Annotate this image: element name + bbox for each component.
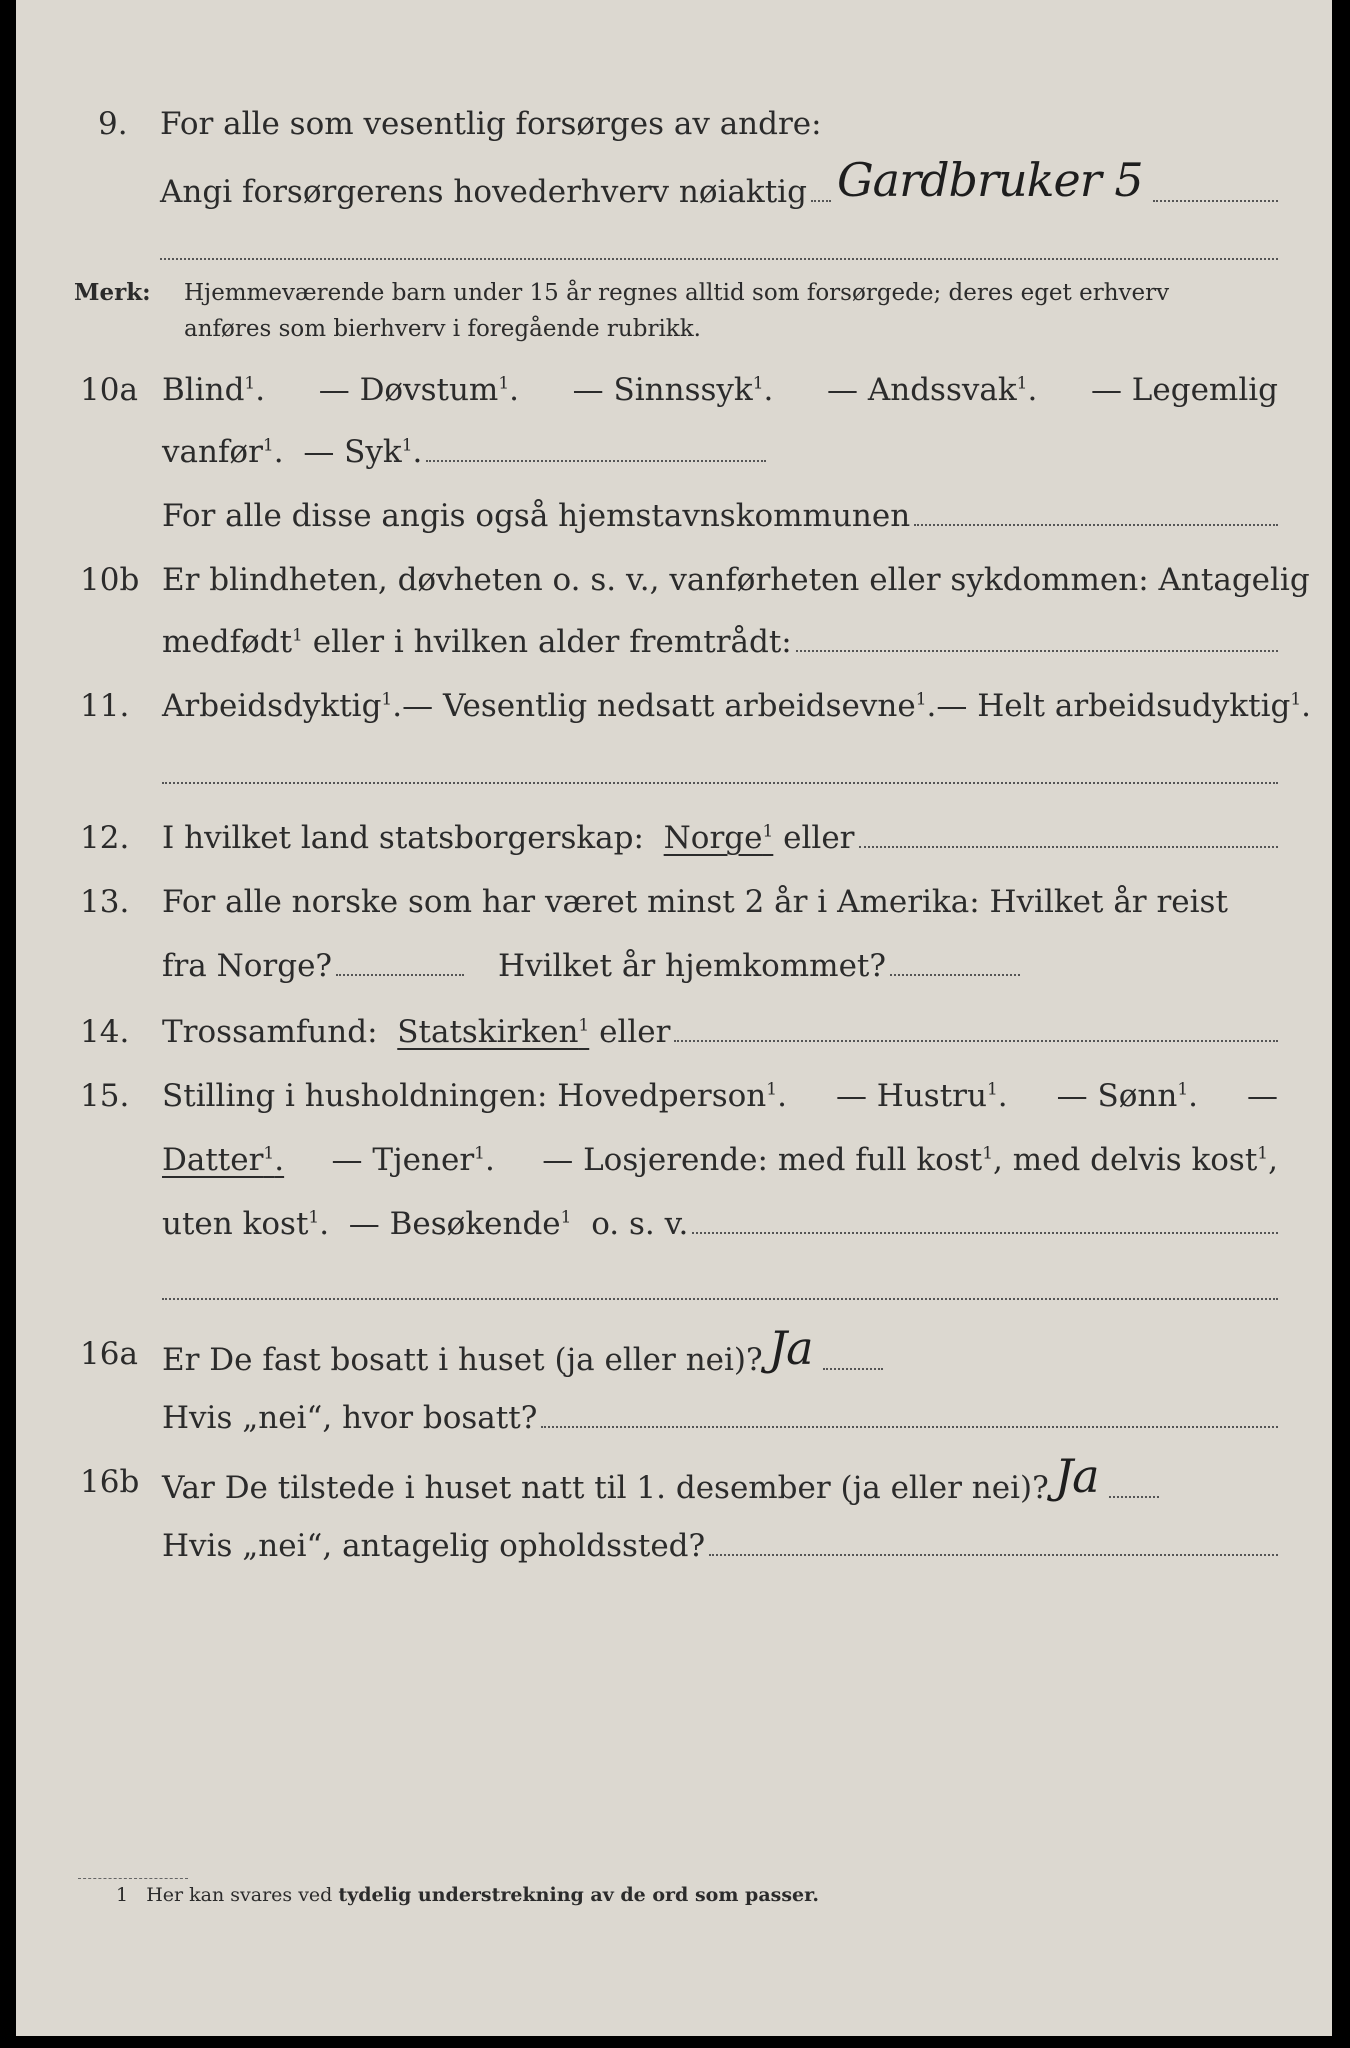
census-form-page: 9. For alle som vesentlig forsørges av andre: Angi forsørgerens hovederhverv nøiaktig Gardbruker 5 Merk: Hjemmeværende barn under 15 år regnes alltid som forsørgede; deres eget erhverv anføres som bierhverv i foregående rubrikk. 10a Blind$^1$. — Døvstum$^1$. — Sinnssyk$^1$. — Andssvak$^1$. — Legemlig vanfør$^1$. — Syk$^1$. For alle disse angis også hjemstavnskommunen 10b Er blindheten, døvheten o. s. v., vanførheten eller sykdommen: Antagelig medfødt$^1$ eller i hvilken alder fremtrådt: 11. Arbeidsdyktig$^1$. — Vesentlig nedsatt arbeidsevne$^1$. — Helt arbeidsudyktig$^1$. 12. I hvilket land statsborgerskap: Norge$^1$ eller 13. For alle norske som har været minst 2 år i Amerika: Hvilket år reist fra Norge? Hvilket år hjemkommet? 14. Trossamfund: Statskirken$^1$ eller 15. Stilling i husholdningen: Hovedperson$^1$. — Hustru$^1$. — Sønn$^1$. — Datter$^1$. — Tjener$^1$. — Losjerende: med full kost$^1$, med delvis kost$^1$, uten kost$^1$. — Besøkende$^1$ o. s. v. 16a Er De fast bosatt i huset (ja eller nei)? Ja Hvis „nei“, hvor bosatt? 16b Var De tilstede i huset natt til 1. desember (ja eller nei)? Ja Hvis „nei“, antagelig opholdssted? 1 Her kan svares ved tydelig understrekning av de ord som passer. xyxy=(16,0,1332,2036)
footnote xyxy=(116,1884,819,1906)
q15-datter-underlined: Datter$^1$. xyxy=(162,1142,285,1178)
q16a-answer-line xyxy=(823,1342,883,1370)
q10a-number: 10a xyxy=(80,372,138,408)
q11-blank-line xyxy=(162,782,1278,784)
q16b-answer-line xyxy=(1109,1470,1159,1498)
merk-line2: anføres som bierhverv i foregående rubrikk. xyxy=(184,316,701,342)
footnote-plain: Her kan svares ved xyxy=(146,1884,333,1906)
q10a-hjemstavn-line xyxy=(914,498,1278,526)
q13-text1: For alle norske som har været minst 2 år i Amerika: Hvilket år reist xyxy=(162,884,1228,920)
q15-number: 15. xyxy=(80,1078,130,1114)
q10b-answer-line xyxy=(796,624,1278,652)
q12-norge-underlined: Norge$^1$ xyxy=(663,820,774,856)
q16b-number: 16b xyxy=(80,1464,140,1500)
q12-answer-line xyxy=(859,820,1279,848)
q14-answer-line xyxy=(674,1014,1278,1042)
q14-statskirken-underlined: Statskirken$^1$ xyxy=(397,1014,590,1050)
q12-number: 12. xyxy=(80,820,130,856)
q9-blank-line xyxy=(160,258,1278,260)
merk-label: Merk: xyxy=(74,279,151,306)
q16a-number: 16a xyxy=(80,1336,138,1372)
q13-reist-line xyxy=(336,948,464,976)
q9-number: 9. xyxy=(98,106,128,142)
q9-text2: Angi forsørgerens hovederhverv nøiaktig xyxy=(160,174,807,210)
merk-line1: Hjemmeværende barn under 15 år regnes alltid som forsørgede; deres eget erhverv xyxy=(184,280,1170,306)
q14-number: 14. xyxy=(80,1014,130,1050)
q11-number: 11. xyxy=(80,688,130,724)
q16a-handwritten-answer: Ja xyxy=(768,1321,813,1375)
footnote-rule xyxy=(78,1878,188,1879)
footnote-bold: tydelig understrekning av de ord som passer. xyxy=(338,1884,819,1906)
q10a-syk-line xyxy=(426,434,766,462)
q9-text1: For alle som vesentlig forsørges av andre: xyxy=(160,106,822,142)
q15-answer-line xyxy=(692,1206,1278,1234)
q9-answer-line xyxy=(1153,174,1278,202)
footnote-mark: 1 xyxy=(116,1884,129,1906)
q10b-number: 10b xyxy=(80,562,140,598)
q13-number: 13. xyxy=(80,884,130,920)
q10a-text3: For alle disse angis også hjemstavnskommunen xyxy=(162,498,911,534)
q16b-handwritten-answer: Ja xyxy=(1054,1449,1099,1503)
q13-hjemkommet-line xyxy=(890,948,1020,976)
q9-handwritten-answer: Gardbruker 5 xyxy=(836,153,1143,207)
q10b-text1: Er blindheten, døvheten o. s. v., vanførheten eller sykdommen: Antagelig xyxy=(162,562,1310,598)
q15-blank-line xyxy=(162,1298,1278,1300)
q16a-bosatt-line xyxy=(541,1400,1278,1428)
q16b-opholdssted-line xyxy=(709,1528,1278,1556)
